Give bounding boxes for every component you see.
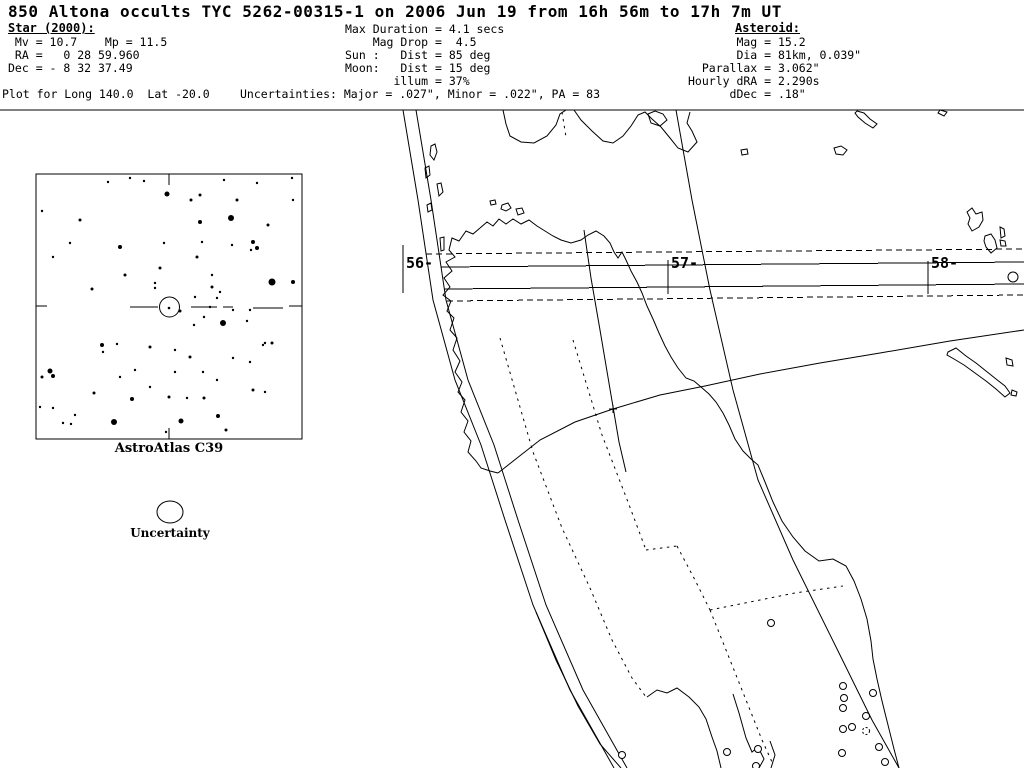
star-dot <box>116 343 118 345</box>
island <box>947 348 1010 397</box>
coastline <box>443 228 498 473</box>
star-dot <box>129 177 131 179</box>
max-duration-line: Max Duration = 4.1 secs <box>345 22 505 36</box>
uncertainties-line: Uncertainties: Major = .027", Minor = .022", PA = 83 <box>240 87 601 101</box>
time-tick-label: 56- <box>406 254 434 272</box>
star-dot <box>149 386 151 388</box>
star-dot <box>231 244 233 246</box>
star-dot <box>246 320 248 322</box>
uncertainty-ellipse <box>157 501 183 523</box>
island <box>516 208 524 215</box>
plot-location-line: Plot for Long 140.0 Lat -20.0 <box>2 87 210 101</box>
star-dot <box>79 219 82 222</box>
star-dot <box>232 357 234 359</box>
star-dot <box>111 419 117 425</box>
star-dot <box>249 361 251 363</box>
state-border-dotted <box>710 610 772 762</box>
town-marker <box>755 746 762 753</box>
star-dot <box>154 287 156 289</box>
town-marker <box>870 690 877 697</box>
star-dot <box>62 422 64 424</box>
star-dot <box>216 379 218 381</box>
star-dot <box>52 256 54 258</box>
star-dot <box>291 177 293 179</box>
island <box>938 110 947 116</box>
occultation-path-uncertainty-limit <box>447 295 1024 301</box>
star-dot <box>159 267 162 270</box>
star-dot <box>41 210 43 212</box>
star-dot <box>149 346 152 349</box>
town-marker <box>753 763 760 768</box>
asteroid-dia-line: Dia = 81km, 0.039" <box>688 48 862 62</box>
star-dot <box>41 376 44 379</box>
star-dot <box>74 414 76 416</box>
limit-line <box>536 612 621 768</box>
star-section-heading: Star (2000): <box>8 21 95 35</box>
state-border-dotted <box>646 546 677 550</box>
state-border-dotted <box>562 112 566 137</box>
coastline <box>480 219 899 768</box>
star-dot <box>211 274 213 276</box>
coastline <box>770 741 775 768</box>
state-border-dotted <box>500 338 646 697</box>
star-dot <box>211 286 214 289</box>
island <box>741 149 748 155</box>
star-dot <box>52 407 54 409</box>
occultation-path-edge <box>444 284 1024 289</box>
star-dot <box>186 397 188 399</box>
town-marker <box>841 695 848 702</box>
star-dot <box>216 414 220 418</box>
asteroid-mag-line: Mag = 15.2 <box>688 35 806 49</box>
coastline <box>647 688 721 768</box>
star-dot <box>118 245 122 249</box>
coastline <box>584 230 626 472</box>
island <box>834 146 847 155</box>
star-dot <box>203 316 205 318</box>
time-tick-label: 57- <box>671 254 699 272</box>
island <box>1000 240 1006 246</box>
island <box>501 203 511 211</box>
island <box>1000 227 1005 238</box>
town-marker <box>849 724 856 731</box>
finder-chart-border <box>36 174 302 439</box>
asteroid-dra-line: Hourly dRA = 2.290s <box>688 74 820 88</box>
star-dot <box>154 282 156 284</box>
coastline <box>574 110 697 152</box>
star-dot <box>174 349 176 351</box>
island <box>855 111 877 128</box>
star-dot <box>163 242 165 244</box>
star-dot <box>271 342 274 345</box>
town-marker <box>840 705 847 712</box>
town-marker <box>839 750 846 757</box>
finder-chart-label: AstroAtlas C39 <box>114 441 224 456</box>
star-dot <box>251 240 255 244</box>
star-ra-line: RA = 0 28 59.960 <box>8 48 140 62</box>
star-dot <box>130 397 134 401</box>
state-border-dotted <box>677 546 710 610</box>
island <box>440 237 444 251</box>
uncertainty-label: Uncertainty <box>130 526 210 540</box>
star-dot <box>107 181 109 183</box>
star-dot <box>223 179 225 181</box>
star-dot <box>236 199 239 202</box>
limit-line <box>403 110 614 768</box>
star-dot <box>168 396 171 399</box>
island <box>984 234 997 253</box>
star-dot <box>93 392 96 395</box>
star-dot <box>190 199 193 202</box>
limit-line <box>416 110 627 768</box>
star-dot <box>179 310 182 313</box>
island <box>437 183 443 196</box>
sun-distance-line: Sun : Dist = 85 deg <box>345 48 491 62</box>
town-marker <box>863 713 870 720</box>
star-dot <box>203 397 206 400</box>
page-title: 850 Altona occults TYC 5262-00315-1 on 2006 Jun 19 from 16h 56m to 17h 7m UT <box>8 2 782 21</box>
star-dot <box>267 224 270 227</box>
island <box>1011 390 1017 396</box>
town-marker-dashed <box>863 728 870 735</box>
star-dot <box>252 389 255 392</box>
star-dot <box>255 246 259 250</box>
limit-line <box>676 110 899 768</box>
star-dot <box>256 182 258 184</box>
star-dot <box>189 356 192 359</box>
star-dot <box>70 423 72 425</box>
star-dot <box>119 376 121 378</box>
coastline <box>503 110 566 143</box>
island <box>1008 272 1018 282</box>
star-dot <box>51 374 55 378</box>
star-dot <box>225 429 228 432</box>
star-dot <box>100 343 104 347</box>
star-dot <box>102 351 104 353</box>
star-dot <box>202 371 204 373</box>
star-dot <box>124 274 127 277</box>
star-dot <box>220 320 226 326</box>
town-marker <box>840 683 847 690</box>
star-dot <box>291 280 295 284</box>
star-dot <box>264 391 266 393</box>
star-dot <box>48 369 53 374</box>
star-dot <box>168 307 171 310</box>
town-marker <box>882 759 889 766</box>
star-dot <box>198 220 202 224</box>
star-dot <box>193 324 195 326</box>
star-dot <box>249 309 251 311</box>
star-dot <box>143 180 145 182</box>
latitude-line <box>498 330 1024 473</box>
coastline <box>733 694 764 768</box>
star-dot <box>174 371 176 373</box>
star-dot <box>179 419 184 424</box>
time-tick-label: 58- <box>931 254 959 272</box>
star-dot <box>196 256 199 259</box>
town-marker <box>724 749 731 756</box>
star-dot <box>194 296 196 298</box>
state-border-dotted <box>573 340 646 550</box>
star-dot <box>262 344 264 346</box>
island <box>1006 358 1013 366</box>
star-dot <box>165 431 167 433</box>
star-dot <box>39 406 41 408</box>
town-marker <box>619 752 626 759</box>
mag-drop-line: Mag Drop = 4.5 <box>345 35 477 49</box>
star-dot <box>91 288 94 291</box>
island <box>967 208 983 231</box>
star-dot <box>228 215 234 221</box>
star-dec-line: Dec = - 8 32 37.49 <box>8 61 133 75</box>
island <box>430 144 437 160</box>
star-dot <box>209 306 211 308</box>
star-dot <box>134 369 136 371</box>
star-dot <box>292 199 294 201</box>
town-marker <box>768 620 775 627</box>
star-dot <box>216 297 218 299</box>
star-dot <box>219 291 221 293</box>
star-dot <box>201 241 203 243</box>
moon-distance-line: Moon: Dist = 15 deg <box>345 61 491 75</box>
star-dot <box>250 249 252 251</box>
asteroid-section-heading: Asteroid: <box>735 21 801 35</box>
town-marker <box>840 726 847 733</box>
state-border-dotted <box>710 586 843 610</box>
town-marker <box>876 744 883 751</box>
island <box>490 200 496 205</box>
star-dot <box>232 309 234 311</box>
star-magnitudes-line: Mv = 10.7 Mp = 11.5 <box>8 35 168 49</box>
star-dot <box>165 192 170 197</box>
asteroid-parallax-line: Parallax = 3.062" <box>688 61 820 75</box>
star-dot <box>69 242 71 244</box>
asteroid-ddec-line: dDec = .18" <box>688 87 806 101</box>
star-dot <box>269 279 276 286</box>
star-dot <box>199 194 202 197</box>
star-dot <box>264 342 266 344</box>
moon-illum-line: illum = 37% <box>345 74 470 88</box>
